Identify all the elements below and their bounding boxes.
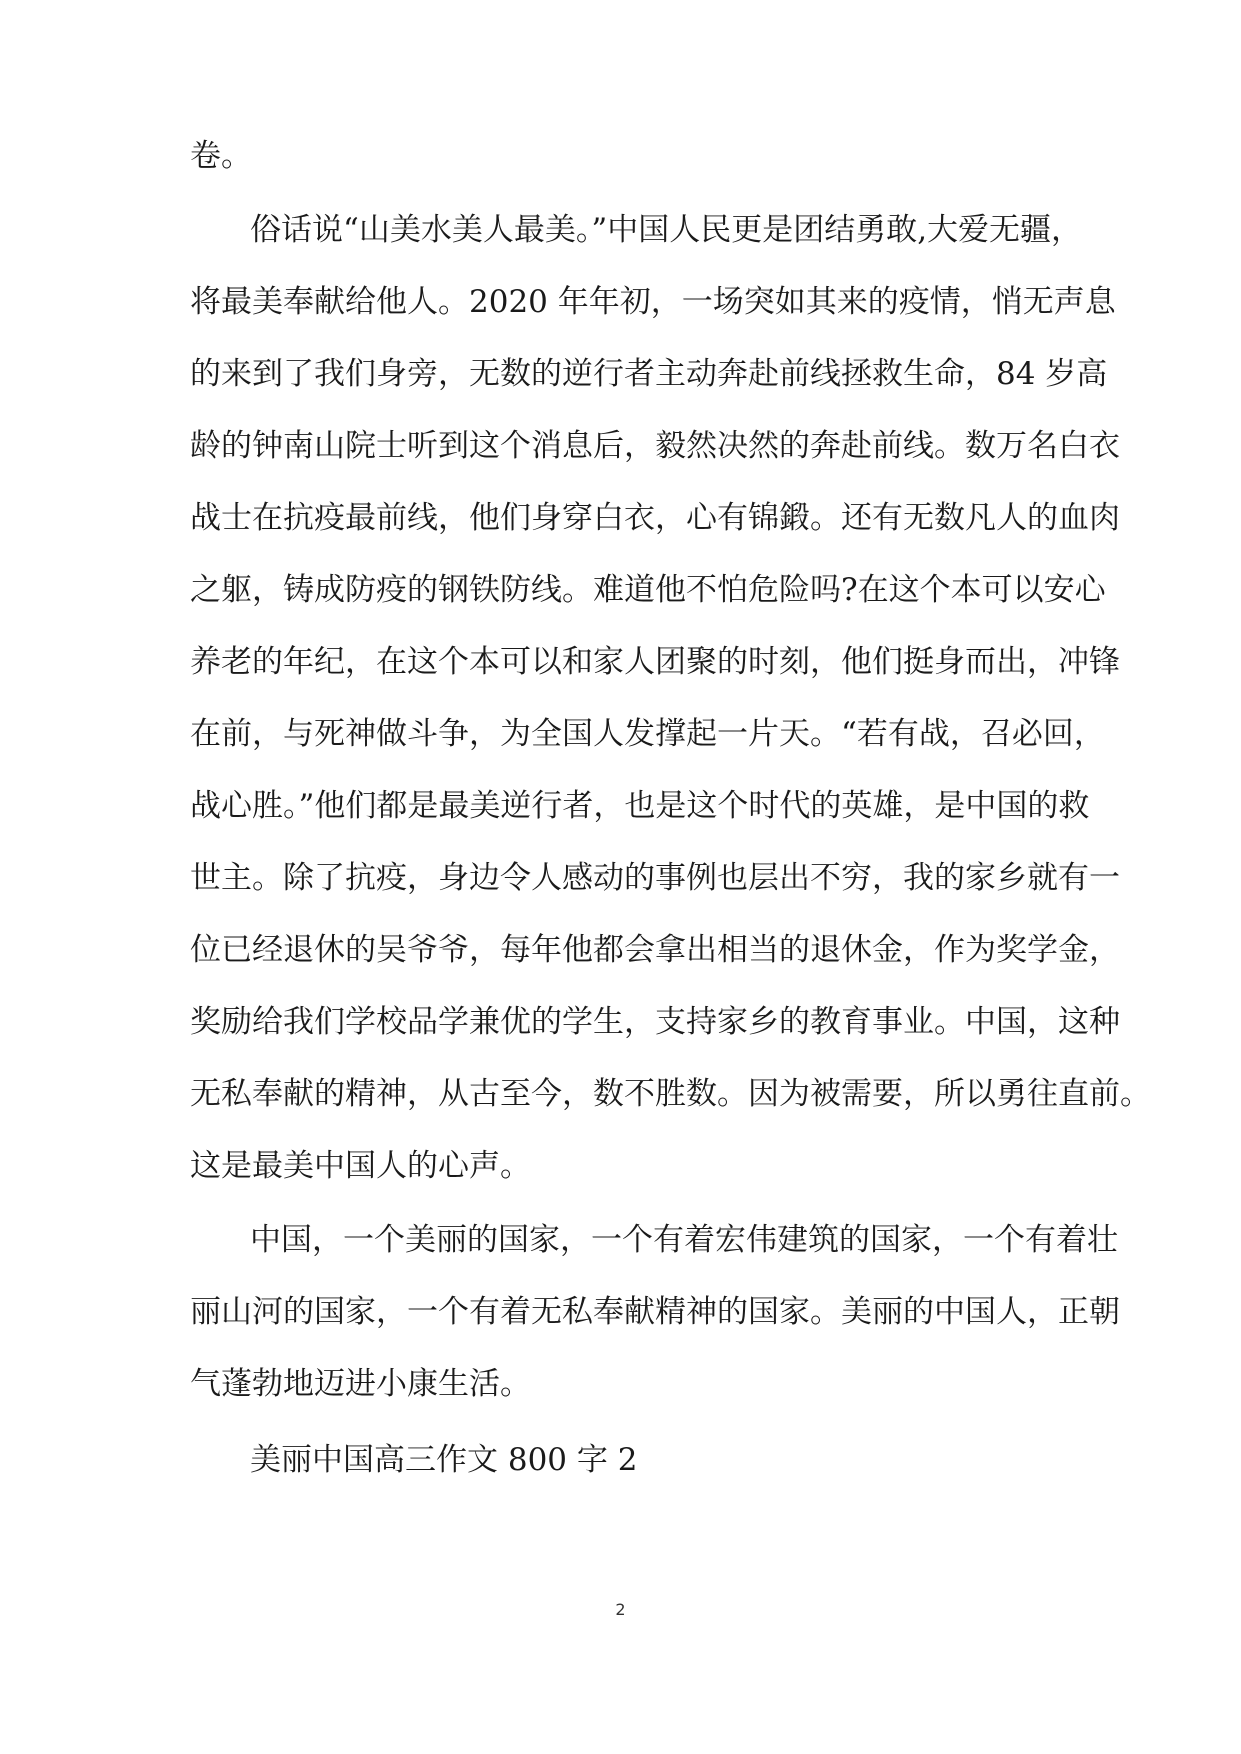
page-number: 2 [615,1600,626,1619]
text-line: 战士在抗疫最前线，他们身穿白衣，心有锦鍛。还有无数凡人的血肉 [190,500,1120,536]
text-line: 气蓬勃地迈进小康生活。 [190,1366,531,1402]
text-line: 将最美奉献给他人。2020 年年初，一场突如其来的疫情，悄无声息 [190,284,1116,320]
paragraph-first-line: 中国，一个美丽的国家，一个有着宏伟建筑的国家，一个有着壮 [250,1222,1118,1258]
paragraph-first-line: 俗话说“山美水美人最美。”中国人民更是团结勇敢,大爱无疆， [250,212,1083,248]
text-line: 无私奉献的精神，从古至今，数不胜数。因为被需要，所以勇往直前。 [190,1076,1151,1112]
text-line: 奖励给我们学校品学兼优的学生，支持家乡的教育事业。中国，这种 [190,1004,1120,1040]
text-line: 位已经退休的吴爷爷，每年他都会拿出相当的退休金，作为奖学金， [190,932,1120,968]
text-line: 在前，与死神做斗争，为全国人发撑起一片天。“若有战，召必回， [190,716,1105,752]
text-line: 世主。除了抗疫，身边令人感动的事例也层出不穷，我的家乡就有一 [190,860,1120,896]
text-line: 丽山河的国家，一个有着无私奉献精神的国家。美丽的中国人，正朝 [190,1294,1120,1330]
text-line: 战心胜。”他们都是最美逆行者，也是这个时代的英雄，是中国的救 [190,788,1090,824]
text-line: 养老的年纪，在这个本可以和家人团聚的时刻，他们挺身而出，冲锋 [190,644,1120,680]
text-line: 的来到了我们身旁，无数的逆行者主动奔赴前线拯救生命，84 岁高 [190,356,1108,392]
text-line: 龄的钟南山院士听到这个消息后，毅然决然的奔赴前线。数万名白衣 [190,428,1120,464]
text-line: 这是最美中国人的心声。 [190,1148,531,1184]
text-line: 之躯，铸成防疫的钢铁防线。难道他不怕危险吗?在这个本可以安心 [190,572,1106,608]
section-heading: 美丽中国高三作文 800 字 2 [250,1442,638,1478]
text-line: 卷。 [190,138,252,174]
